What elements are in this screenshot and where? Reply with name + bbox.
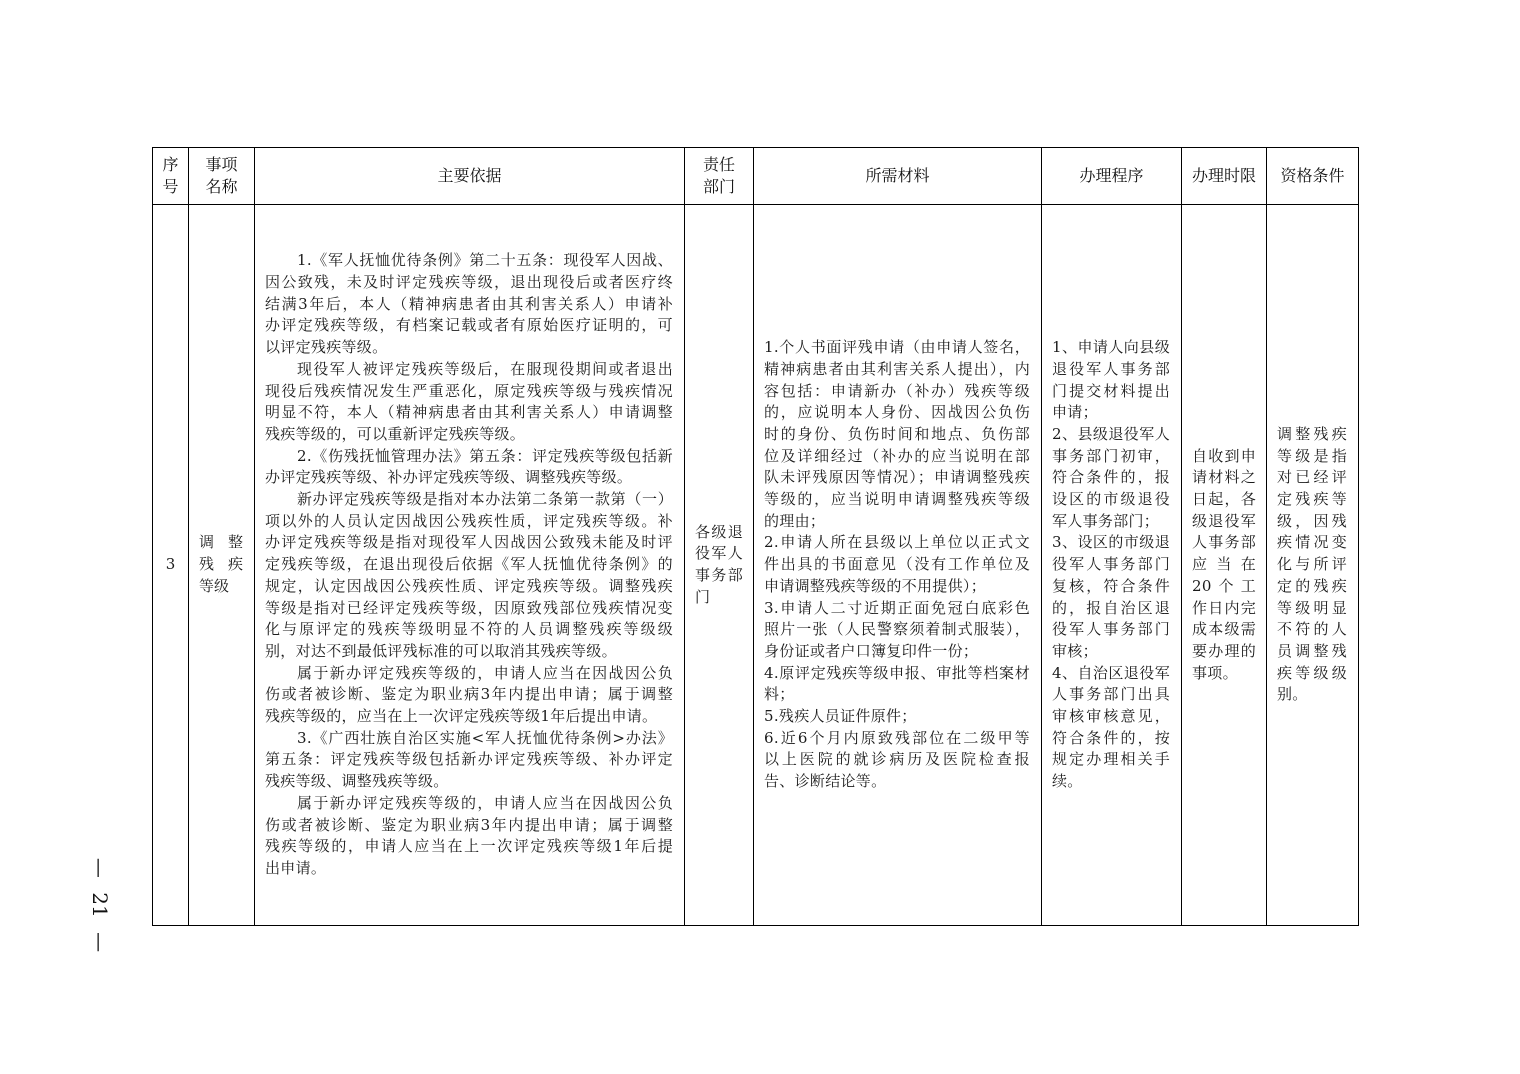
text-line: 出申请。 (265, 858, 327, 877)
text-line: 审核； (1052, 641, 1098, 660)
text-line: 3.《广西壮族自治区实施<军人抚恤优待条例>办法》 (297, 728, 673, 747)
qualification-paragraph (1277, 424, 1347, 706)
basis-paragraph (265, 446, 673, 489)
text-line: 2、县级退役军人 (1052, 424, 1170, 443)
text-line: 级，因残 (1277, 511, 1347, 530)
text-line: 的，报自治区退 (1052, 598, 1170, 617)
text-line: 事务部 (695, 566, 743, 584)
text-line: 照片一张（人民警察须着制式服装）， (764, 620, 1030, 639)
text-line: 队未评残原因等情况）；申请调整残疾 (764, 468, 1030, 487)
text-line: 级退役军 (1192, 511, 1256, 530)
text-line: 办评定残疾等级是指对现役军人因战因公致残未能及时评 (265, 533, 673, 552)
text-line: 别，对达不到最低评残标准的可以取消其残疾等级。 (265, 641, 617, 660)
text-line: 续。 (1052, 772, 1083, 791)
text-line: 人事务部 (1192, 533, 1256, 552)
text-line: 伤或者被诊断、鉴定为职业病3年内提出申请；属于调整 (265, 815, 673, 834)
text-line: 料； (764, 685, 795, 704)
basis-text (265, 250, 673, 879)
qualification-text (1277, 424, 1347, 706)
text-line: 20个工 (1192, 576, 1256, 595)
text-line: 定残疾等级，在退出现役后依据《军人抚恤优待条例》的 (265, 555, 673, 574)
basis-paragraph (265, 359, 673, 446)
text-line: 审核审核意见， (1052, 707, 1170, 726)
text-line: 作日内完 (1192, 598, 1256, 617)
header-qualification: 资格条件 (1267, 148, 1359, 205)
basis-paragraph (265, 728, 673, 793)
page-number: — 21 — (88, 857, 112, 953)
text-line: 门 (695, 587, 711, 606)
text-line: 疾等级级 (1277, 663, 1347, 682)
text-line: 规定，认定因战因公残疾性质、评定残疾等级。调整残疾 (265, 576, 673, 595)
text-line: 等级明显 (1277, 598, 1347, 617)
materials-text (764, 337, 1030, 793)
text-line: 役军人事务部门 (1052, 555, 1170, 574)
text-line: 的，应说明本人身份、因战因公负伤 (764, 403, 1030, 422)
text-line: 规定办理相关手 (1052, 750, 1170, 769)
text-line: 残疾等级的，可以重新评定残疾等级。 (265, 424, 526, 443)
header-basis: 主要依据 (255, 148, 685, 205)
text-line: 身份证或者户口簿复印件一份； (764, 641, 979, 660)
text-line: 门提交材料提出 (1052, 381, 1170, 400)
cell-qualification (1267, 205, 1359, 926)
text-line: 第五条：评定残疾等级包括新办评定残疾等级、补办评定 (265, 750, 673, 769)
text-line: 等级的，应当说明申请调整残疾等级 (764, 490, 1030, 509)
text-line: 属于新办评定残疾等级的，申请人应当在因战因公负 (297, 793, 673, 812)
text-line: 1.《军人抚恤优待条例》第二十五条：现役军人因战、 (297, 251, 673, 270)
text-line: 残疾 (199, 555, 243, 574)
text-line: 役军人 (695, 544, 743, 563)
text-line: 5.残疾人员证件原件； (764, 707, 917, 726)
text-line: 请材料之 (1192, 468, 1256, 487)
text-line: 化与原评定的残疾等级明显不符的人员调整残疾等级级 (265, 620, 673, 639)
text-line: 容包括：申请新办（补办）残疾等级 (764, 381, 1030, 400)
text-line: 位及详细经过（补办的应当说明在部 (764, 446, 1030, 465)
text-line: 人事务部门出具 (1052, 685, 1170, 704)
text-line: 别。 (1277, 685, 1308, 704)
header-department: 责任部门 (685, 148, 754, 205)
text-line: 残疾等级的，申请人应当在上一次评定残疾等级1年后提 (265, 837, 673, 856)
header-index: 序号 (153, 148, 189, 205)
table-row (153, 205, 1359, 926)
department-paragraph (695, 522, 743, 609)
text-line: 以评定残疾等级。 (265, 338, 388, 357)
text-line: 现役后残疾情况发生严重恶化，原定残疾等级与残疾情况 (265, 381, 673, 400)
text-line: 定的残疾 (1277, 576, 1347, 595)
text-line: 调整残疾 (1277, 424, 1347, 443)
basis-paragraph (265, 250, 673, 359)
time-limit-text (1192, 446, 1256, 685)
cell-index: 3 (153, 205, 189, 926)
text-line: 1、申请人向县级 (1052, 338, 1170, 357)
text-line: 对已经评 (1277, 468, 1347, 487)
text-line: 告、诊断结论等。 (764, 772, 887, 791)
header-time-limit: 办理时限 (1182, 148, 1267, 205)
service-item-table-sheet (152, 147, 1359, 926)
text-line: 符合条件的，报 (1052, 468, 1170, 487)
cell-time-limit (1182, 205, 1267, 926)
material-item (764, 728, 1030, 793)
text-line: 役军人事务部门 (1052, 620, 1170, 639)
text-line: 等级是指 (1277, 446, 1347, 465)
material-item (764, 598, 1030, 663)
header-item-name: 事项名称 (189, 148, 255, 205)
cell-item-name (189, 205, 255, 926)
text-line: 以上医院的就诊病历及医院检查报 (764, 750, 1030, 769)
cell-materials (754, 205, 1042, 926)
text-line: 事务部门初审， (1052, 446, 1170, 465)
text-line: 2.申请人所在县级以上单位以正式文 (764, 533, 1030, 552)
text-line: 因公致残，未及时评定残疾等级，退出现役后或者医疗终 (265, 273, 673, 291)
text-line: 时的身份、负伤时间和地点、负伤部 (764, 424, 1030, 443)
text-line: 事项。 (1192, 663, 1238, 682)
item-name-text (199, 532, 243, 597)
text-line: 申请调整残疾等级的不用提供）； (764, 576, 987, 595)
text-line: 3、设区的市级退 (1052, 533, 1170, 552)
text-line: 调整 (199, 533, 243, 552)
procedure-step (1052, 532, 1170, 662)
text-line: 现役军人被评定残疾等级后，在服现役期间或者退出 (297, 359, 673, 378)
text-line: 2.《伤残抚恤管理办法》第五条：评定残疾等级包括新 (297, 446, 673, 465)
cell-procedure (1042, 205, 1182, 926)
text-line: 要办理的 (1192, 641, 1256, 660)
text-line: 6.近6个月内原致残部位在二级甲等 (764, 728, 1030, 747)
procedure-text (1052, 337, 1170, 793)
text-line: 军人事务部门； (1052, 511, 1160, 530)
basis-paragraph (265, 663, 673, 728)
text-line: 办评定残疾等级、补办评定残疾等级、调整残疾等级。 (265, 468, 633, 487)
material-item (764, 337, 1030, 532)
text-line: 设区的市级退役 (1052, 490, 1170, 509)
text-line: 的理由； (764, 511, 826, 530)
text-line: 复核，符合条件 (1052, 576, 1170, 595)
text-line: 日起，各 (1192, 490, 1256, 509)
text-line: 申请； (1052, 403, 1098, 422)
text-line: 件出具的书面意见（没有工作单位及 (764, 555, 1030, 574)
header-materials: 所需材料 (754, 148, 1042, 205)
text-line: 应当在 (1192, 555, 1256, 574)
text-line: 4、自治区退役军 (1052, 663, 1170, 682)
text-line: 结满3年后，本人（精神病患者由其利害关系人）申请补 (265, 294, 673, 313)
text-line: 1.个人书面评残申请（由申请人签名， (764, 338, 1030, 357)
procedure-step (1052, 663, 1170, 793)
text-line: 定残疾等 (1277, 490, 1347, 509)
text-line: 员调整残 (1277, 641, 1347, 660)
text-line: 残疾等级的，应当在上一次评定残疾等级1年后提出申请。 (265, 707, 658, 726)
text-line: 符合条件的，按 (1052, 728, 1170, 747)
text-line: 精神病患者由其利害关系人提出），内 (764, 359, 1030, 378)
text-line: 成本级需 (1192, 620, 1256, 639)
time-limit-paragraph (1192, 446, 1256, 685)
material-item (764, 532, 1030, 597)
basis-paragraph (265, 489, 673, 663)
text-line: 残疾等级、调整残疾等级。 (265, 772, 449, 791)
text-line: 属于新办评定残疾等级的，申请人应当在因战因公负 (297, 663, 673, 682)
text-line: 办评定残疾等级，有档案记载或者有原始医疗证明的，可 (265, 316, 673, 335)
basis-paragraph (265, 793, 673, 880)
text-line: 自收到申 (1192, 446, 1256, 465)
cell-department (685, 205, 754, 926)
text-line: 等级 (199, 576, 230, 595)
text-line: 4.原评定残疾等级申报、审批等档案材 (764, 663, 1030, 682)
text-line: 不符的人 (1277, 620, 1347, 639)
header-procedure: 办理程序 (1042, 148, 1182, 205)
text-line: 等级是指对已经评定残疾等级，因原致残部位残疾情况变 (265, 598, 673, 617)
material-item (764, 706, 1030, 728)
text-line: 化与所评 (1277, 555, 1347, 574)
text-line: 新办评定残疾等级是指对本办法第二条第一款第（一） (297, 490, 673, 509)
text-line: 项以外的人员认定因战因公残疾性质，评定残疾等级。补 (265, 511, 673, 530)
procedure-step (1052, 337, 1170, 424)
text-line: 3.申请人二寸近期正面免冠白底彩色 (764, 598, 1030, 617)
service-item-table (152, 147, 1359, 926)
item-name-paragraph (199, 532, 243, 597)
cell-basis (255, 205, 685, 926)
material-item (764, 663, 1030, 706)
procedure-step (1052, 424, 1170, 533)
text-line: 伤或者被诊断、鉴定为职业病3年内提出申请；属于调整 (265, 685, 673, 704)
text-line: 明显不符，本人（精神病患者由其利害关系人）申请调整 (265, 403, 673, 422)
text-line: 各级退 (695, 522, 743, 541)
header-row (153, 148, 1359, 205)
department-text (695, 522, 743, 609)
text-line: 退役军人事务部 (1052, 359, 1170, 378)
text-line: 疾情况变 (1277, 533, 1347, 552)
